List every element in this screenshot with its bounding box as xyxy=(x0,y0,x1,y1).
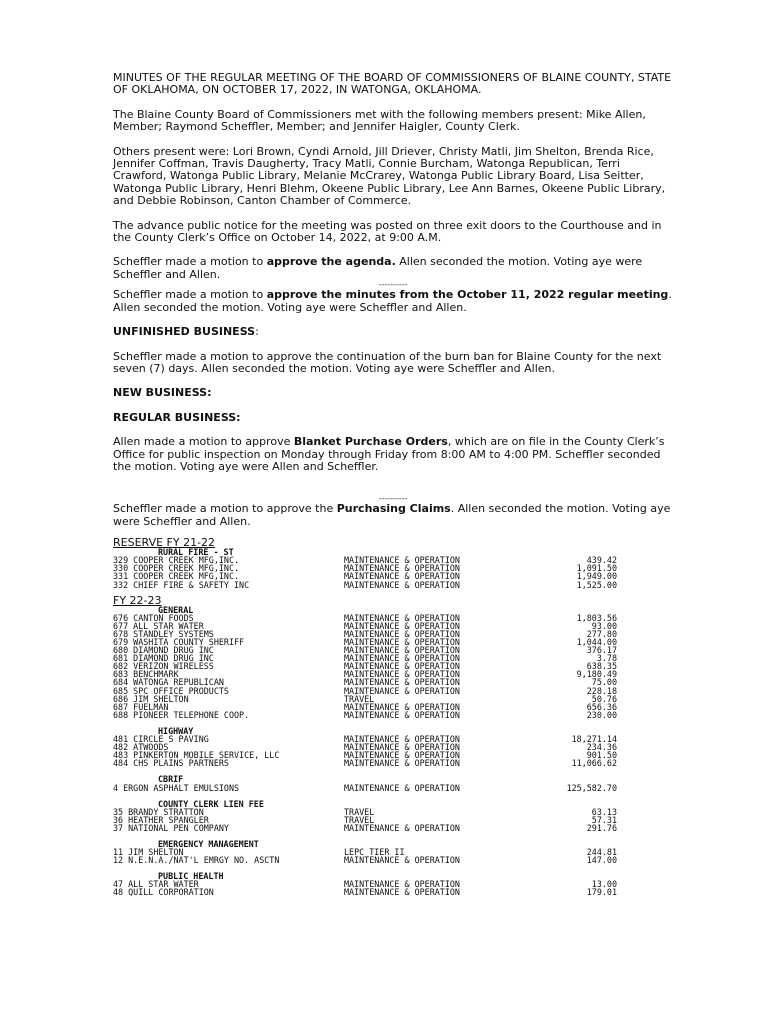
claim-vendor: 330 COOPER CREEK MFG,INC. xyxy=(113,563,240,574)
public-notice: The advance public notice for the meeting was posted on three exit doors to the Courthouse and in the County Clerk’s Office on October 14, 2022, at 9:00 A.M. xyxy=(113,218,662,245)
blanket-po-bold: Blanket Purchase Orders xyxy=(293,435,448,449)
claim-amount: 1,525.00 xyxy=(576,579,617,590)
claim-vendor: 329 COOPER CREEK MFG,INC. xyxy=(113,555,240,566)
claim-purpose: LEPC TIER II xyxy=(344,847,405,858)
group-spacer xyxy=(113,767,673,775)
claim-amount: 75.00 xyxy=(591,677,617,688)
others-present: Others present were: Lori Brown, Cyndi Arnold, Jill Driever, Christy Matli, Jim Shelton, Brenda Rice, Jennifer Coffman, Travis Daugherty, Tracy Matli, Connie Burcham, Watonga Republican, Terri Crawford, Watonga Public Library, Melanie McCrarey, Watonga Public Library Board, Lisa Seitter, Watonga Public Library, Henri Blehm, Okeene Public Library, Lee Ann Barnes, Okeene Public Library, and Debbie Robinson, Canton Chamber of Commerce. xyxy=(113,144,666,208)
claim-purpose: TRAVEL xyxy=(344,814,375,825)
claim-purpose: MAINTENANCE & OPERATION xyxy=(344,645,460,656)
claim-amount: 13.00 xyxy=(591,879,617,890)
blanket-po-motion xyxy=(113,436,673,473)
claim-amount: 1,803.56 xyxy=(576,612,617,623)
claim-purpose: MAINTENANCE & OPERATION xyxy=(344,855,460,866)
claim-vendor: 481 CIRCLE S PAVING xyxy=(113,734,209,745)
unfinished-business-label: UNFINISHED BUSINESS xyxy=(113,325,256,339)
claim-vendor: 482 ATWOODS xyxy=(113,742,169,753)
claim-amount: 656.36 xyxy=(586,701,617,712)
claim-vendor: 4 ERGON ASPHALT EMULSIONS xyxy=(113,782,240,793)
fy-claims-table xyxy=(113,606,673,897)
claim-amount: 277.80 xyxy=(586,628,617,639)
claim-amount: 9,180.49 xyxy=(576,669,617,680)
claim-vendor: 683 BENCHMARK xyxy=(113,669,179,680)
claim-row xyxy=(113,759,673,767)
claim-amount: 230.00 xyxy=(586,709,617,720)
claim-amount: 147.00 xyxy=(586,855,617,866)
claim-purpose: MAINTENANCE & OPERATION xyxy=(344,685,460,696)
claim-row xyxy=(113,784,673,792)
claim-vendor: 47 ALL STAR WATER xyxy=(113,879,199,890)
claim-amount: 57.31 xyxy=(591,814,617,825)
minutes-motion xyxy=(113,289,673,314)
claim-vendor: 332 CHIEF FIRE & SAFETY INC xyxy=(113,579,250,590)
claim-purpose: MAINTENANCE & OPERATION xyxy=(344,709,460,720)
fund-category: HIGHWAY xyxy=(158,725,194,736)
fund-category: GENERAL xyxy=(158,604,194,615)
fund-category: EMERGENCY MANAGEMENT xyxy=(158,838,259,849)
claim-purpose: MAINTENANCE & OPERATION xyxy=(344,653,460,664)
claim-purpose: MAINTENANCE & OPERATION xyxy=(344,758,460,769)
claim-amount: 244.81 xyxy=(586,847,617,858)
claim-vendor: 483 PINKERTON MOBILE SERVICE, LLC xyxy=(113,750,280,761)
claim-purpose: MAINTENANCE & OPERATION xyxy=(344,879,460,890)
claim-amount: 376.17 xyxy=(586,645,617,656)
claim-vendor: 48 QUILL CORPORATION xyxy=(113,887,214,898)
agenda-motion-text: Scheffler made a motion to xyxy=(113,255,267,269)
claim-vendor: 11 JIM SHELTON xyxy=(113,847,184,858)
claim-vendor: 35 BRANDY STRATTON xyxy=(113,806,204,817)
claim-vendor: 484 CHS PLAINS PARTNERS xyxy=(113,758,229,769)
claims-motion xyxy=(113,503,673,528)
claim-row xyxy=(113,581,673,589)
fy-heading: FY 22-23 xyxy=(113,593,162,607)
claim-amount: 50.76 xyxy=(591,693,617,704)
claim-row xyxy=(113,888,673,896)
claim-row xyxy=(113,687,673,695)
claim-vendor: 12 N.E.N.A./NAT'L EMRGY NO. ASCTN xyxy=(113,855,280,866)
claim-row xyxy=(113,824,673,832)
claim-purpose: MAINTENANCE & OPERATION xyxy=(344,677,460,688)
document-title: MINUTES OF THE REGULAR MEETING OF THE BOARD OF COMMISSIONERS OF BLAINE COUNTY, STATE OF OKLAHOMA, ON OCTOBER 17, 2022, IN WATONGA, OKLAHOMA. xyxy=(113,71,672,97)
claims-motion-text: Scheffler made a motion to approve the xyxy=(113,502,337,516)
claim-purpose: MAINTENANCE & OPERATION xyxy=(344,628,460,639)
claim-amount: 228.18 xyxy=(586,685,617,696)
claim-vendor: 682 VERIZON WIRELESS xyxy=(113,661,214,672)
separator: ---------- xyxy=(378,280,408,290)
claim-purpose: MAINTENANCE & OPERATION xyxy=(344,563,460,574)
claim-amount: 1,091.50 xyxy=(576,563,617,574)
agenda-motion xyxy=(113,256,673,281)
claim-amount: 179.01 xyxy=(586,887,617,898)
claim-purpose: MAINTENANCE & OPERATION xyxy=(344,555,460,566)
claim-amount: 63.13 xyxy=(591,806,617,817)
claims-motion-bold: Purchasing Claims xyxy=(336,502,451,516)
claim-vendor: 684 WATONGA REPUBLICAN xyxy=(113,677,224,688)
burn-ban-motion: Scheffler made a motion to approve the continuation of the burn ban for Blaine County for the next seven (7) days. Allen seconded the motion. Voting aye were Scheffler and Allen. xyxy=(113,349,662,375)
claim-purpose: TRAVEL xyxy=(344,806,375,817)
claim-purpose: MAINTENANCE & OPERATION xyxy=(344,612,460,623)
claim-amount: 439.42 xyxy=(586,555,617,566)
claim-purpose: TRAVEL xyxy=(344,693,375,704)
claim-amount: 638.35 xyxy=(586,661,617,672)
agenda-motion-vote: Allen seconded the motion. Voting aye were Scheffler and Allen. xyxy=(113,255,643,281)
claim-amount: 93.00 xyxy=(591,620,617,631)
claim-row xyxy=(113,711,673,719)
members-present: The Blaine County Board of Commissioners met with the following members present: Mike Allen, Member; Raymond Scheffler, Member; and Jennifer Haigler, County Clerk. xyxy=(113,107,646,134)
claim-purpose: MAINTENANCE & OPERATION xyxy=(344,620,460,631)
minutes-motion-text: Scheffler made a motion to xyxy=(113,288,267,302)
claim-vendor: 679 WASHITA COUNTY SHERIFF xyxy=(113,637,245,647)
claim-vendor: 36 HEATHER SPANGLER xyxy=(113,814,209,825)
claim-purpose: MAINTENANCE & OPERATION xyxy=(344,734,460,745)
claim-purpose: MAINTENANCE & OPERATION xyxy=(344,822,460,833)
fund-category: COUNTY CLERK LIEN FEE xyxy=(158,798,264,809)
minutes-document xyxy=(113,72,673,897)
fund-category: RURAL FIRE - ST xyxy=(158,547,234,558)
minutes-motion-bold: approve the minutes from the October 11, 2022 regular meeting xyxy=(266,288,669,302)
fund-category: PUBLIC HEALTH xyxy=(158,871,224,882)
claims-motion-vote: . Allen seconded the motion. Voting aye were Scheffler and Allen. xyxy=(113,502,671,528)
unfinished-business-heading xyxy=(113,326,673,338)
claim-purpose: MAINTENANCE & OPERATION xyxy=(344,750,460,761)
claim-purpose: MAINTENANCE & OPERATION xyxy=(344,742,460,753)
claim-purpose: MAINTENANCE & OPERATION xyxy=(344,701,460,712)
group-spacer xyxy=(113,719,673,727)
claim-purpose: MAINTENANCE & OPERATION xyxy=(344,782,460,793)
claim-amount: 18,271.14 xyxy=(571,734,617,745)
claim-vendor: 687 FUELMAN xyxy=(113,701,169,712)
new-business-heading xyxy=(113,387,673,399)
claim-purpose: MAINTENANCE & OPERATION xyxy=(344,887,460,898)
claim-amount: 234.36 xyxy=(586,742,617,753)
claim-vendor: 688 PIONEER TELEPHONE COOP. xyxy=(113,709,250,720)
fund-category: CBRIF xyxy=(158,774,184,785)
unfinished-business-colon: : xyxy=(255,325,259,339)
claim-vendor: 680 DIAMOND DRUG INC xyxy=(113,645,214,656)
claim-vendor: 331 COOPER CREEK MFG,INC. xyxy=(113,571,240,582)
claim-vendor: 676 CANTON FOODS xyxy=(113,612,194,623)
reserve-claims-table xyxy=(113,548,673,588)
claim-vendor: 37 NATIONAL PEN COMPANY xyxy=(113,822,229,833)
blanket-po-vote: , which are on file in the County Clerk’s Office for public inspection on Monday through Friday from 8:00 AM to 4:00 PM. Scheffler seconded the motion. Voting aye were Allen and Scheffler. xyxy=(113,435,665,473)
blanket-po-text: Allen made a motion to approve xyxy=(113,435,294,449)
claim-amount: 901.50 xyxy=(586,750,617,761)
claim-purpose: MAINTENANCE & OPERATION xyxy=(344,571,460,582)
claim-vendor: 686 JIM SHELTON xyxy=(113,693,189,704)
claim-amount: 11,066.62 xyxy=(571,758,617,769)
claim-vendor: 677 ALL STAR WATER xyxy=(113,620,204,631)
claim-amount: 291.76 xyxy=(586,822,617,833)
claim-vendor: 678 STANDLEY SYSTEMS xyxy=(113,628,214,639)
claim-amount: 1,949.00 xyxy=(576,571,617,582)
regular-business-label: REGULAR BUSINESS: xyxy=(113,410,241,424)
regular-business-heading xyxy=(113,412,673,424)
new-business-label: NEW BUSINESS: xyxy=(113,386,212,400)
separator: ---------- xyxy=(378,494,408,504)
claim-purpose: MAINTENANCE & OPERATION xyxy=(344,637,460,647)
claim-vendor: 685 SPC OFFICE PRODUCTS xyxy=(113,685,229,696)
minutes-motion-vote: . Allen seconded the motion. Voting aye were Scheffler and Allen. xyxy=(113,288,672,314)
claim-purpose: MAINTENANCE & OPERATION xyxy=(344,661,460,672)
claim-amount: 125,582.70 xyxy=(566,782,617,793)
claim-amount: 1,044.00 xyxy=(576,637,617,647)
claim-vendor: 681 DIAMOND DRUG INC xyxy=(113,653,214,664)
claim-purpose: MAINTENANCE & OPERATION xyxy=(344,579,460,590)
claim-purpose: MAINTENANCE & OPERATION xyxy=(344,669,460,680)
agenda-motion-bold: approve the agenda. xyxy=(266,255,396,269)
claim-row xyxy=(113,856,673,864)
claim-amount: 3.78 xyxy=(596,653,617,664)
reserve-fy-heading: RESERVE FY 21-22 xyxy=(113,536,216,550)
